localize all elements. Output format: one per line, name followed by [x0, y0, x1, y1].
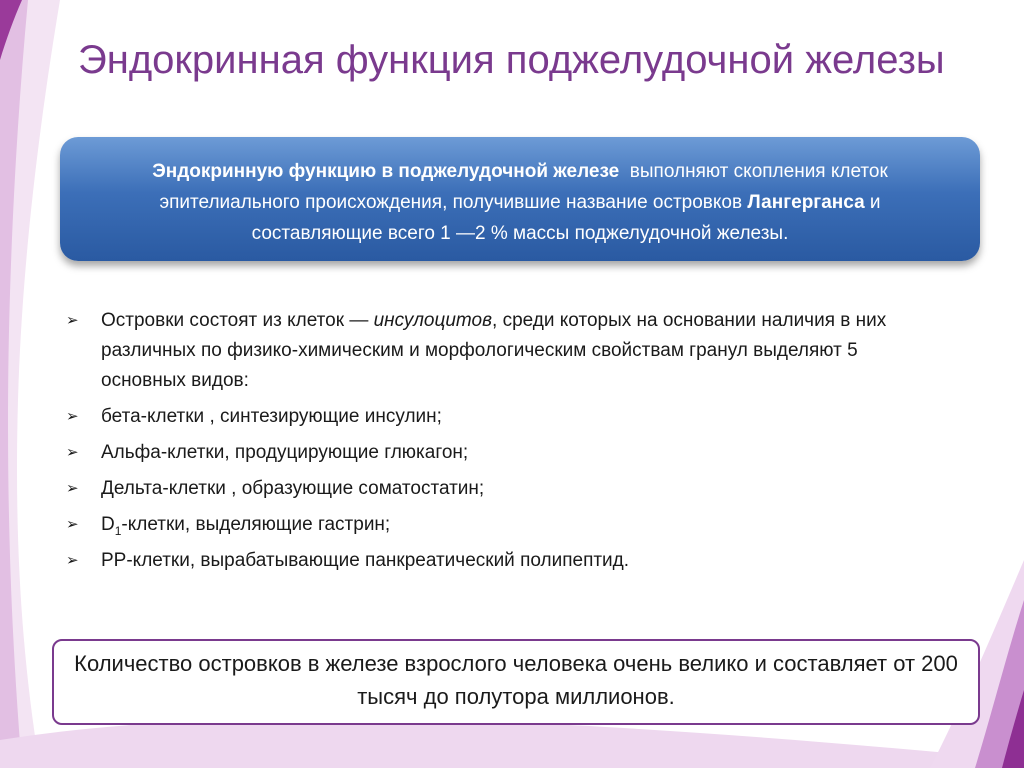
summary-box [52, 639, 980, 725]
arrow-bullet-icon: ➢ [66, 516, 79, 533]
definition-text-1: выполняют скопления клеток эпителиального происхождения, получившие название островков [159, 161, 888, 213]
summary-text: Количество островков в железе взрослого человека очень велико и составляет от 200 тысяч до полутора миллионов. [74, 651, 958, 709]
list-item-d1 [66, 510, 946, 540]
definition-box [60, 137, 980, 261]
cell-types-list [66, 306, 946, 582]
pp-cells-text: PP-клетки, вырабатывающие панкреатический полипептид. [101, 550, 630, 571]
arrow-bullet-icon: ➢ [66, 480, 79, 497]
delta-cells-text: Дельта-клетки , образующие соматостатин; [101, 478, 485, 499]
arrow-bullet-icon: ➢ [66, 312, 79, 329]
arrow-bullet-icon: ➢ [66, 552, 79, 569]
list-item-intro [66, 306, 946, 396]
intro-text-after: , среди которых на основании наличия в них различных по физико-химическим и морфологическим свойствам гранул выделяют 5 основных видов: [101, 310, 887, 391]
d1-cells-text: -клетки, выделяющие гастрин; [121, 514, 391, 535]
arrow-bullet-icon: ➢ [66, 408, 79, 425]
list-item-beta [66, 402, 946, 432]
bottom-swoosh [0, 718, 1024, 768]
intro-text-before: Островки состоят из клеток — [101, 310, 374, 331]
list-item-delta [66, 474, 946, 504]
intro-text-italic: инсулоцитов [373, 310, 493, 331]
page-title: Эндокринная функция поджелудочной железы [78, 38, 945, 82]
definition-text-2: и составляющие всего 1 —2 % массы поджелудочной железы. [251, 192, 881, 244]
d1-letter: D [101, 514, 115, 535]
definition-bold-lead: Эндокринную функцию в поджелудочной железе [152, 161, 620, 182]
definition-bold-name: Лангерганса [747, 192, 865, 213]
beta-cells-text: бета-клетки , синтезирующие инсулин; [101, 406, 442, 427]
arrow-bullet-icon: ➢ [66, 444, 79, 461]
list-item-pp [66, 546, 946, 576]
alpha-cells-text: Альфа-клетки, продуцирующие глюкагон; [101, 442, 469, 463]
list-item-alpha [66, 438, 946, 468]
d1-subscript: 1 [114, 523, 122, 538]
